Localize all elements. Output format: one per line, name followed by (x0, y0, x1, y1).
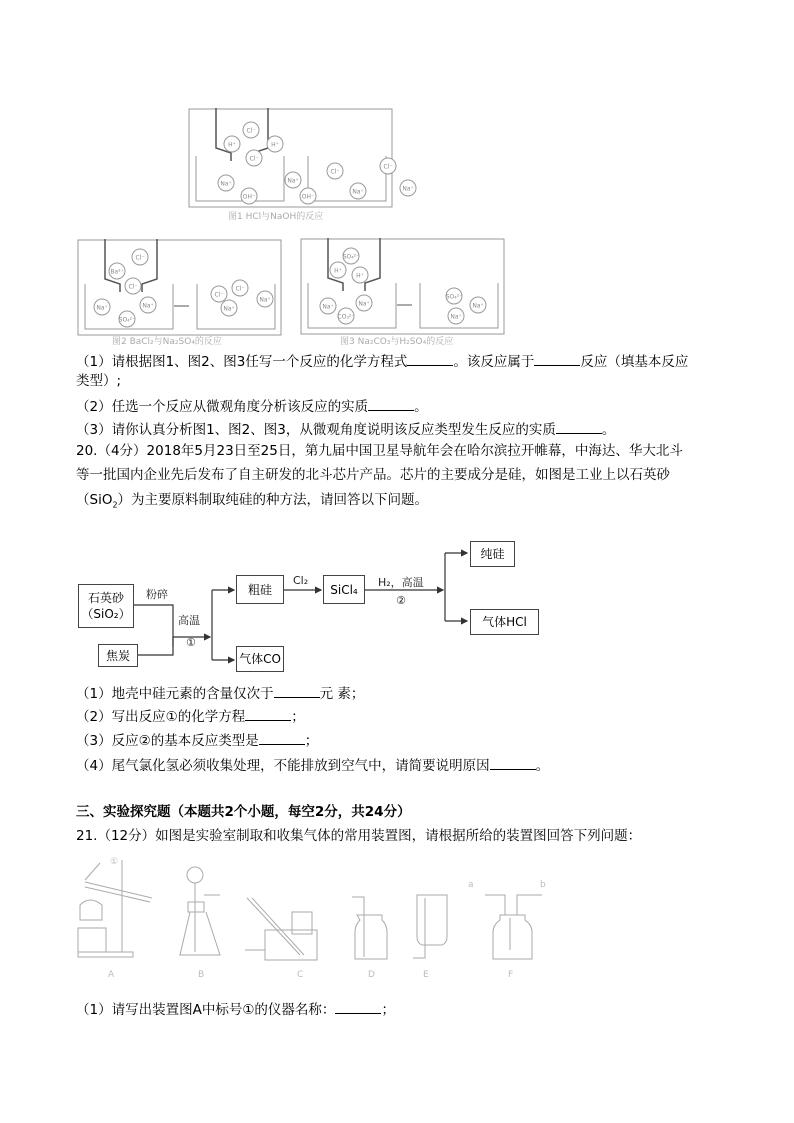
q20-part2-end: ； (291, 709, 305, 725)
figure-2-bacl2-na2so4 (77, 239, 282, 336)
particle-label: CO₃²⁻ (337, 313, 355, 321)
answer-blank[interactable] (259, 730, 305, 745)
particle-label: Cl⁻ (330, 168, 340, 176)
particle-label: SO₄²⁻ (342, 253, 360, 261)
q19-part3-text: （3）请你认真分析图1、图2、图3，从微观角度说明该反应类型发生反应的实质 (76, 422, 556, 438)
q19-part2 (76, 396, 428, 416)
particle-label: Na⁺ (142, 302, 154, 310)
flow-box-hcl-gas: 气体HCl (470, 609, 539, 635)
answer-blank[interactable] (407, 351, 453, 366)
particle-label: Na⁺ (450, 313, 462, 321)
q21-part1 (76, 999, 395, 1019)
particle-label: Na⁺ (472, 302, 484, 310)
label-cl2: Cl₂ (293, 574, 309, 587)
section-3-heading: 三、实验探究题（本题共2个小题，每空2分，共24分） (76, 804, 411, 820)
answer-blank[interactable] (368, 396, 414, 411)
figure-1-caption: 图1 HCl与NaOH的反应 (228, 212, 324, 222)
particle-label: Na⁺ (96, 304, 108, 312)
q19-part1 (76, 351, 688, 371)
figure-1-hcl-naoh (188, 108, 414, 208)
particle-label: Cl⁻ (135, 254, 145, 262)
port-b-label: b (540, 880, 546, 890)
q20-part1-end: 元 素； (319, 686, 365, 702)
answer-blank[interactable] (490, 755, 536, 770)
apparatus-label-d: D (368, 970, 375, 980)
label-h2-high-temp: H₂，高温 (378, 576, 424, 589)
particle-label: Cl⁻ (235, 285, 245, 293)
flow-box-quartz-sand (78, 584, 134, 628)
particle-label: Na⁺ (358, 300, 370, 308)
q20-part3-end: ； (304, 733, 319, 749)
q19-part2-text: （2）任选一个反应从微观角度分析该反应的实质 (76, 399, 369, 415)
q20-intro3-a: （SiO (76, 492, 113, 508)
flow-box-pure-silicon: 纯硅 (470, 541, 515, 567)
q20-part4 (76, 755, 549, 775)
answer-blank[interactable] (335, 999, 381, 1014)
q20-part3-text: （3）反应②的基本反应类型是 (76, 733, 259, 749)
figure-3-na2co3-h2so4 (300, 238, 505, 335)
q20-part2 (76, 706, 305, 726)
answer-blank[interactable] (245, 706, 291, 721)
figure-2-caption: 图2 BaCl₂与Na₂SO₄的反应 (112, 337, 222, 347)
q19-part2-end: 。 (414, 399, 428, 415)
apparatus-label-b: B (198, 970, 205, 980)
q21-part1-end: ； (381, 1002, 395, 1018)
apparatus-marker-1: ① (110, 857, 119, 867)
quartz-label: 石英砂 (87, 591, 124, 605)
particle-label: Na⁺ (287, 177, 299, 185)
particle-label: Na⁺ (322, 303, 334, 311)
answer-blank[interactable] (556, 419, 602, 434)
particle-label: Na⁺ (402, 185, 414, 193)
particle-label: Na⁺ (352, 188, 364, 196)
q19-part1-text: （1）请根据图1、图2、图3任写一个反应的化学方程式 (76, 354, 408, 370)
flow-box-co-gas: 气体CO (236, 646, 284, 672)
apparatus-label-a: A (108, 970, 115, 980)
q19-part3-end: 。 (601, 422, 616, 438)
q20-part1 (76, 683, 364, 703)
q21-intro: 21.（12分）如图是实验室制取和收集气体的常用装置图，请根据所给的装置图回答下列问题： (76, 828, 642, 844)
label-step-1: ① (186, 636, 196, 649)
particle-label: Cl⁻ (128, 283, 138, 291)
label-crush: 粉碎 (146, 588, 168, 601)
label-step-2: ② (396, 594, 406, 607)
figure-3-caption: 图3 Na₂CO₃与H₂SO₄的反应 (340, 337, 454, 347)
flow-box-sicl4: SiCl₄ (323, 575, 365, 604)
particle-label: OH⁻ (242, 193, 256, 201)
flow-box-coke: 焦炭 (98, 644, 138, 667)
particle-label: Na⁺ (220, 180, 232, 188)
q20-part4-end: 。 (535, 758, 550, 774)
beaker-drawing (301, 238, 504, 334)
particle-label: OH⁻ (301, 193, 315, 201)
q19-part1-text-b: 。该反应属于 (453, 354, 535, 370)
q20-intro3-sub: 2 (112, 500, 118, 510)
answer-blank[interactable] (274, 683, 320, 698)
apparatus-label-f: F (508, 970, 514, 980)
particle-label: Cl⁻ (249, 155, 259, 163)
particle-label: SO₄²⁻ (118, 316, 136, 324)
q21-part1-text: （1）请写出装置图A中标号①的仪器名称： (76, 1002, 336, 1018)
answer-blank[interactable] (534, 351, 580, 366)
q20-intro-line3 (76, 491, 428, 515)
particle-label: H⁺ (271, 141, 279, 149)
port-a-label: a (468, 880, 474, 890)
q20-intro3-b: ）为主要原料制取纯硅的种方法，请回答以下问题。 (117, 492, 429, 508)
q19-part1-text-c: 反应（填基本反应 (580, 354, 689, 370)
particle-label: H⁺ (334, 267, 342, 275)
particle-label: H⁺ (228, 141, 236, 149)
particle-label: Na⁺ (223, 305, 235, 313)
particle-label: SO₄²⁻ (445, 293, 463, 301)
q20-part2-text: （2）写出反应①的化学方程 (76, 709, 246, 725)
particle-label: Cl⁻ (246, 127, 256, 135)
q20-part3 (76, 730, 318, 750)
particle-label: Cl⁻ (214, 291, 224, 299)
apparatus-label-c: C (297, 970, 304, 980)
apparatus-label-e: E (423, 970, 429, 980)
lab-apparatus-figure (60, 860, 560, 990)
q20-intro-line2: 等一批国内企业先后发布了自主研发的北斗芯片产品。芯片的主要成分是硅，如图是工业上以石英砂 (76, 467, 670, 483)
beaker-drawing (78, 239, 281, 335)
q20-intro-line1: 20.（4分）2018年5月23日至25日，第九届中国卫星导航年会在哈尔滨拉开帷幕，中海达、华大北斗 (76, 443, 683, 459)
particle-label: Cl⁻ (383, 163, 393, 171)
quartz-formula: （SiO₂） (81, 607, 131, 621)
q20-part4-text: （4）尾气氯化氢必须收集处理，不能排放到空气中，请简要说明原因 (76, 758, 490, 774)
flow-box-crude-silicon: 粗硅 (236, 575, 284, 604)
particle-label: Ba²⁺ (110, 268, 124, 276)
label-high-temp-1: 高温 (178, 614, 200, 627)
particle-label: Na⁺ (259, 296, 271, 304)
q20-part1-text: （1）地壳中硅元素的含量仅次于 (76, 686, 274, 702)
q19-part3 (76, 419, 615, 439)
q19-part1-cont: 类型）; (76, 373, 122, 389)
particle-label: H⁺ (356, 272, 364, 280)
